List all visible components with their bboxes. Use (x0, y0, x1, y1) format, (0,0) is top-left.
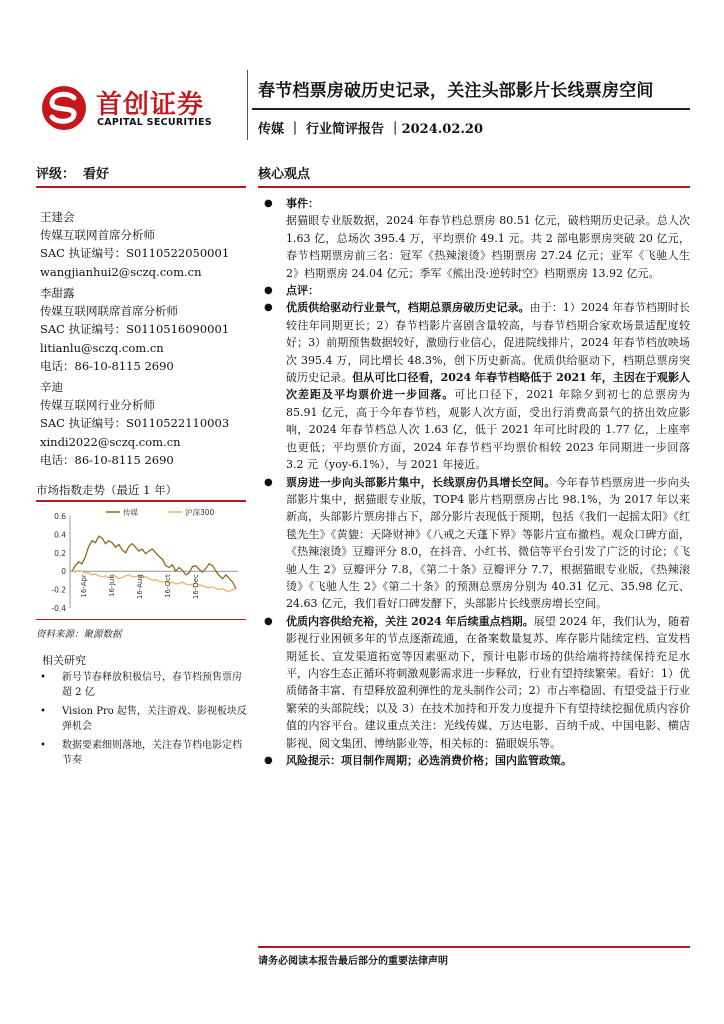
market-index-chart (36, 504, 246, 618)
analyst-card (40, 284, 229, 375)
report-subtitle: 传媒 ｜ 行业简评报告 ｜2024.02.20 (258, 122, 483, 137)
point-text: 今年春节档票房进一步向头部影片集中，据猫眼专业版，TOP4 影片档期票房占比 98.1%，为 2017 年以来新高，头部影片票房排占下，部分影片表现低于预期，包括《我们一起摇太阳》《红毯先生》《黄貔：天降财神》《八戒之天蓬下界》等影片宣布撤档。观众口碑方面，《热辣滚烫》豆瓣评分 8.0，在抖音、小红书、微信等平台引发了广泛的讨论；《飞驰人生 2》豆瓣评分 7.8，《第二十条》豆瓣评分 7.7，根据猫眼专业版，《热辣滚烫》《飞驰人生 2》《第二十条》的预测总票房分别为 40.31 亿元、35.98 亿元、24.63 亿元，我们看好口碑发酵下，头部影片长线票房增长空间。 (286, 475, 690, 611)
bullet-icon: • (40, 672, 46, 683)
analyst-name: 王建会 (40, 210, 75, 224)
point-outlook (258, 613, 690, 752)
page-title: 春节档票房破历史记录，关注头部影片长线票房空间 (258, 81, 654, 101)
comment-section (258, 282, 690, 299)
chart-title: 市场指数走势（最近 1 年） (36, 483, 178, 497)
related-research-title: 相关研究 (42, 654, 86, 667)
point-emphasis: 但从可比口径看，2024 年春节档略低于 2021 年，主因在于观影人次差距及平均票价进一步回落。 (286, 371, 691, 402)
point-text: 可比口径下，2021 年除夕到初七的总票房为 85.91 亿元，高于今年春节档，观影人次方面，受出行消费高景气的挤出效应影响，2024 年春节档总人次 1.63 亿，低于 2021 年可比时段的 1.77 亿，上座率也更低；平均票价方面，2024 年春节档平均票价相较 2023 年同期进一步回落 3.2 元（yoy-6.1%），与 2021 年接近。 (286, 388, 690, 472)
analyst-phone: 电话：86-10-8115 2690 (40, 452, 174, 467)
point-concentration (258, 474, 690, 613)
events-heading: 事件： (286, 197, 319, 210)
legend-label: 沪深300 (185, 508, 215, 517)
analyst-email[interactable]: wangjianhui2@sczq.com.cn (40, 264, 202, 279)
bullet-icon: ● (264, 302, 273, 314)
rating-value: 看好 (83, 167, 110, 182)
bullet-icon: ● (264, 285, 273, 297)
analyst-role: 传媒互联网首席分析师 (40, 228, 155, 243)
rating (36, 163, 109, 182)
right-rule (258, 186, 690, 188)
rating-label: 评级： (36, 167, 76, 182)
bullet-icon: • (40, 706, 46, 717)
bullet-icon: ● (264, 198, 273, 209)
analyst-sac: SAC 执证编号：S0110522050001 (40, 246, 230, 261)
bullet-icon: ● (264, 476, 273, 488)
chart-rule (36, 500, 246, 502)
point-lead: 优质供给驱动行业景气，档期总票房破历史记录。 (286, 301, 530, 315)
header-divider (247, 70, 248, 140)
point-lead: 票房进一步向头部影片集中，长线票房仍具增长空间。 (286, 475, 556, 489)
core-views-title: 核心观点 (258, 167, 311, 182)
left-rule (36, 186, 246, 188)
company-logo (40, 84, 240, 132)
analyst-card (40, 208, 229, 281)
related-item[interactable]: • 数据要素细则落地，关注春节档电影定档节奏 (40, 740, 242, 766)
core-views-body (258, 195, 690, 769)
x-tick-label: 16-Apr (80, 574, 88, 598)
analyst-role: 传媒互联网行业分析师 (40, 398, 155, 413)
y-tick-label: -0.4 (51, 604, 66, 613)
events-section (258, 195, 690, 212)
analyst-role: 传媒互联网联席首席分析师 (40, 304, 178, 319)
x-tick-label: 16-Dec (192, 574, 200, 600)
risk-text: 项目制作周期；必选消费价格；国内监管政策。 (341, 754, 572, 767)
analyst-email[interactable]: litianlu@sczq.com.cn (40, 340, 164, 355)
y-tick-label: 0 (61, 567, 66, 577)
series-line-hs300 (72, 570, 236, 591)
x-tick-label: 16-Jun (108, 574, 116, 597)
x-tick-label: 16-Aug (136, 574, 144, 600)
title-rule (252, 108, 690, 110)
risk-lead: 风险提示： (286, 754, 341, 767)
bullet-icon: ● (264, 615, 273, 627)
related-research-list (36, 670, 248, 772)
chart-bottom-rule (36, 619, 246, 620)
point-text: 展望 2024 年，我们认为，随着影视行业困顿多年的节点逐渐疏通，在备案数量复苏、库存影片陆续定档、宣发档期延长、宣发渠道拓宽等因素驱动下，预计电影市场的供给端将持续保持充足水平，内容生态正循环将刺激观影需求进一步释放，行业有望持续繁荣。看好：1）优质储备丰富、有望释放盈利弹性的龙头制作公司；2）市占率稳固、有望受益于行业繁荣的头部院线；以及 3）在技术加持和开发力度提升下有望持续挖掘优质内容价值的内容平台。建议重点关注：光线传媒、万达电影、百纳千成、中国电影、横店影视、阅文集团、博纳影业等，相关标的：猫眼娱乐等。 (286, 614, 690, 750)
analyst-email[interactable]: xindi2022@sczq.com.cn (40, 434, 181, 449)
related-item[interactable]: • 新号节春释放积极信号，春节档预售票房超 2 亿 (40, 672, 242, 698)
point-text: 由于：1）2024 年春节档期时长较往年同期更长；2）春节档影片喜剧含量较高，与春节档期合家欢场景适配度较好；3）前期预售数据较好，激励行业信心，促进院线排片，2024 年春节档放映场次 395.4 万，同比增长 48.3%，创下历史新高。优质供给驱动下，档期总票房突破历史记录。 (286, 301, 690, 385)
events-body: 据猫眼专业版数据，2024 年春节档总票房 80.51 亿元，破档期历史记录。总人次 1.63 亿，总场次 395.4 万，平均票价 49.1 元。共 2 部电影票房突破 20 亿元，春节档期票房前三名：冠军《热辣滚烫》档期票房 27.24 亿元；亚军《飞驰人生 2》档期票房 24.04 亿元；季军《熊出没·逆转时空》档期票房 13.92 亿元。 (286, 214, 690, 280)
y-tick-label: 0.4 (54, 530, 66, 540)
bullet-icon: ● (264, 755, 273, 766)
logo-name-en: CAPITAL SECURITIES (97, 117, 212, 128)
y-tick-label: 0.6 (54, 512, 66, 521)
risk-warning (258, 752, 690, 769)
bullet-icon: • (40, 740, 46, 751)
analyst-sac: SAC 执证编号：S0110516090001 (40, 322, 230, 337)
analyst-name: 李甜露 (40, 286, 75, 300)
y-tick-label: -0.2 (51, 585, 66, 595)
logo-mark-icon (40, 84, 88, 132)
point-lead: 优质内容供给充裕，关注 2024 年后续重点档期。 (286, 614, 534, 628)
footer-rule (258, 946, 690, 948)
analyst-phone: 电话：86-10-8115 2690 (40, 358, 174, 373)
chart-source: 资料来源：聚源数据 (36, 629, 122, 640)
legend-label: 传媒 (123, 508, 138, 517)
analyst-name: 辛迪 (40, 380, 63, 394)
y-tick-label: 0.2 (54, 548, 66, 558)
comment-heading: 点评： (286, 284, 319, 298)
legal-disclaimer: 请务必阅读本报告最后部分的重要法律声明 (258, 956, 448, 967)
x-tick-label: 16-Oct (164, 574, 172, 598)
analyst-sac: SAC 执证编号：S0110522110003 (40, 416, 230, 431)
analyst-card (40, 378, 229, 469)
point-supply (258, 299, 690, 473)
related-item[interactable]: • Vision Pro 起售，关注游戏、影视板块反弹机会 (40, 706, 247, 732)
series-line-media (72, 536, 236, 589)
logo-name-cn: 首创证券 (96, 90, 205, 120)
